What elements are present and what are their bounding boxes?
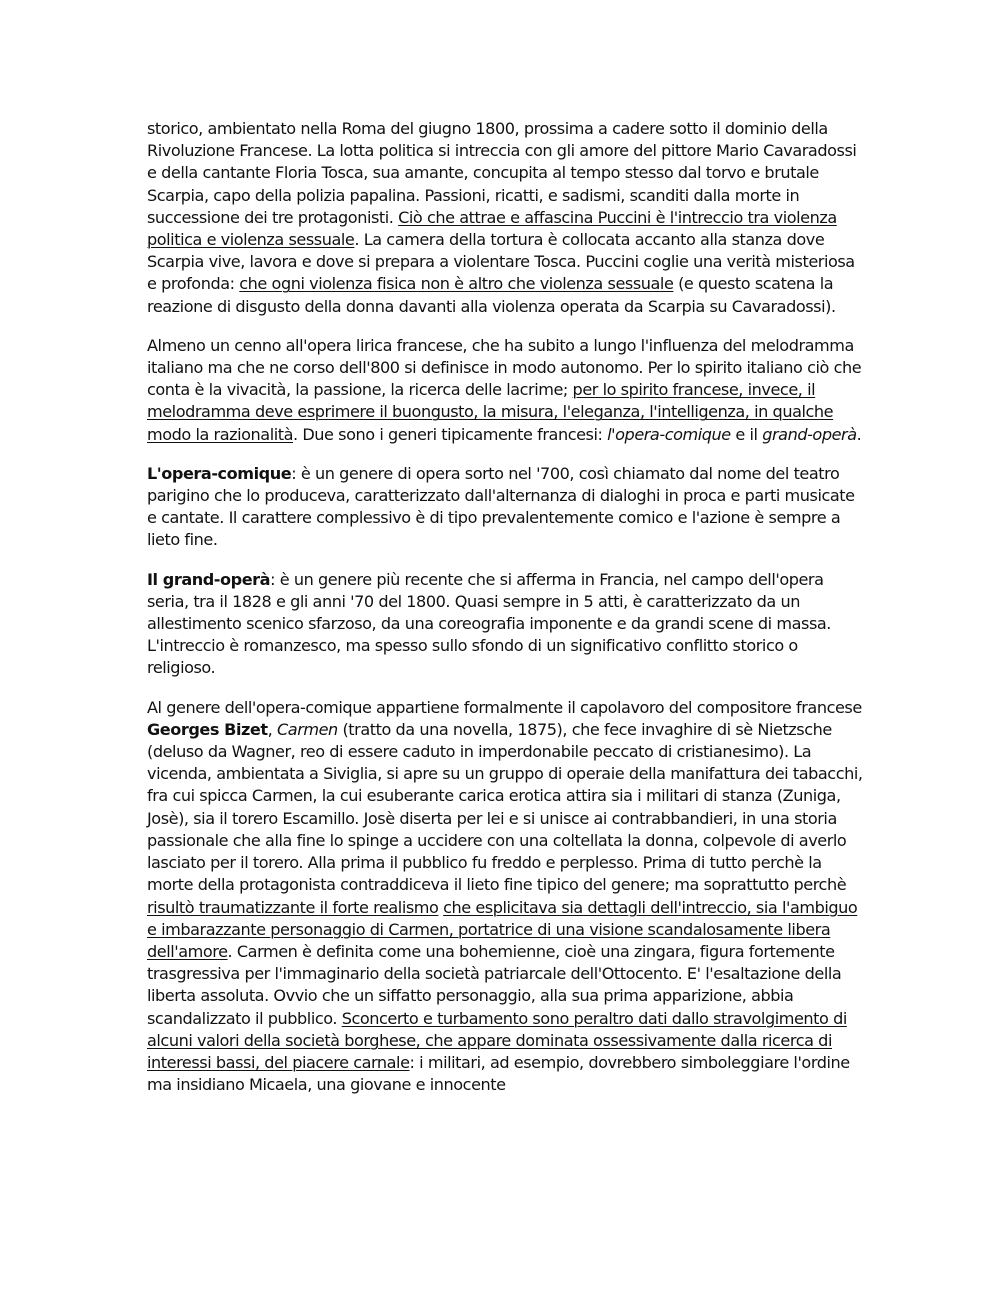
underlined-text: risultò traumatizzante il forte realismo	[147, 897, 439, 917]
bold-name: Georges Bizet	[147, 719, 268, 739]
text-run: (e questo scatena la reazione di disgusto della donna davanti alla violenza operata da Scarpia su Cavaradossi).	[147, 274, 836, 316]
underlined-text: Ciò che attrae e affascina Puccini è l'intreccio tra violenza politica e violenza sessuale	[147, 207, 837, 250]
paragraph-grand-opera	[147, 569, 865, 680]
underlined-text: che esplicitava sia dettagli dell'intreccio, sia l'ambiguo e imbarazzante personaggio di Carmen, portatrice di una visione scandalosamente libera dell'amore	[147, 897, 858, 961]
document-page	[147, 118, 865, 1113]
text-run: .	[856, 424, 862, 444]
text-run: Almeno un cenno all'opera lirica francese, che ha subito a lungo l'influenza del melodramma italiano ma che ne corso dell'800 si definisce in modo autonomo. Per lo spirito italiano ciò che conta è la vivacità, la passione, la ricerca delle lacrime;	[147, 335, 862, 400]
text-run: : è un genere di opera sorto nel '700, così chiamato dal nome del teatro parigino che lo produceva, caratterizzato dall'alternanza di dialoghi in proca e parti musicate e cantate. Il carattere complessivo è di tipo prevalentemente comico e l'azione è sempre a lieto fine.	[147, 463, 855, 550]
underlined-text: che ogni violenza fisica non è altro che violenza sessuale	[239, 274, 674, 294]
text-run: . La camera della tortura è collocata accanto alla stanza dove Scarpia vive, lavora e dove si prepara a violentare Tosca. Puccini coglie una verità misteriosa e profonda:	[147, 230, 855, 294]
paragraph-opera-francese	[147, 335, 865, 446]
paragraph-carmen	[147, 697, 865, 1097]
italic-term: l'opera-comique	[607, 424, 731, 444]
bold-term: Il grand-operà	[147, 569, 271, 589]
paragraph-opera-comique	[147, 463, 865, 552]
text-run: : i militari, ad esempio, dovrebbero simboleggiare l'ordine ma insidiano Micaela, una giovane e innocente	[147, 1052, 850, 1095]
text-run: ,	[267, 719, 277, 739]
text-run: . Due sono i generi tipicamente francesi:	[293, 424, 608, 444]
text-run: . Carmen è definita come una bohemienne, cioè una zingara, figura fortemente trasgressiva per l'immaginario della società patriarcale dell'Ottocento. E' l'esaltazione della liberta assoluta. Ovvio che un siffatto personaggio, alla sua prima apparizione, abbia scandalizzato il pubblico.	[147, 941, 842, 1028]
text-run: : è un genere più recente che si afferma in Francia, nel campo dell'opera seria, tra il 1828 e gli anni '70 del 1800. Quasi sempre in 5 atti, è caratterizzato da un allestimento scenico sfarzoso, da una coreografia imponente e da grandi scene di massa. L'intreccio è romanzesco, ma spesso sullo sfondo di un significativo conflitto storico o religioso.	[147, 569, 831, 678]
underlined-text: Sconcerto e turbamento sono peraltro dati dallo stravolgimento di alcuni valori della società borghese, che appare dominata ossessivamente dalla ricerca di interessi bassi, del piacere carnale	[147, 1008, 847, 1072]
text-run: (tratto da una novella, 1875), che fece invaghire di sè Nietzsche (deluso da Wagner, reo di essere caduto in imperdonabile peccato di cristianesimo). La vicenda, ambientata a Siviglia, si apre su un gruppo di operaie della manifattura dei tabacchi, fra cui spicca Carmen, la cui esuberante carica erotica attira sia i militari di stanza (Zuniga, Josè), sia il torero Escamillo. Josè diserta per lei e si unisce ai contrabbandieri, in una storia passionale che alla fine lo spinge a uccidere con una coltellata la donna, colpevole di averlo lasciato per il torero. Alla prima il pubblico fu freddo e perplesso. Prima di tutto perchè la morte della protagonista contraddiceva il lieto fine tipico del genere; ma soprattutto perchè	[147, 719, 863, 895]
underlined-text: per lo spirito francese, invece, il melodramma deve esprimere il buongusto, la misura, l'eleganza, l'intelligenza, in qualche modo la razionalità	[147, 380, 834, 444]
text-run: storico, ambientato nella Roma del giugno 1800, prossima a cadere sotto il dominio della Rivoluzione Francese. La lotta politica si intreccia con gli amore del pittore Mario Cavaradossi e della cantante Floria Tosca, sua amante, concupita al tempo stesso dal torvo e brutale Scarpia, capo della polizia papalina. Passioni, ricatti, e sadismi, scanditi dalla morte in successione dei tre protagonisti.	[147, 119, 857, 227]
italic-title: Carmen	[277, 719, 338, 739]
paragraph-tosca	[147, 118, 865, 318]
text-run: Al genere dell'opera-comique appartiene formalmente il capolavoro del compositore francese	[147, 697, 862, 717]
italic-term: grand-operà	[762, 424, 857, 444]
bold-term: L'opera-comique	[147, 463, 292, 483]
text-run: e il	[730, 424, 763, 444]
